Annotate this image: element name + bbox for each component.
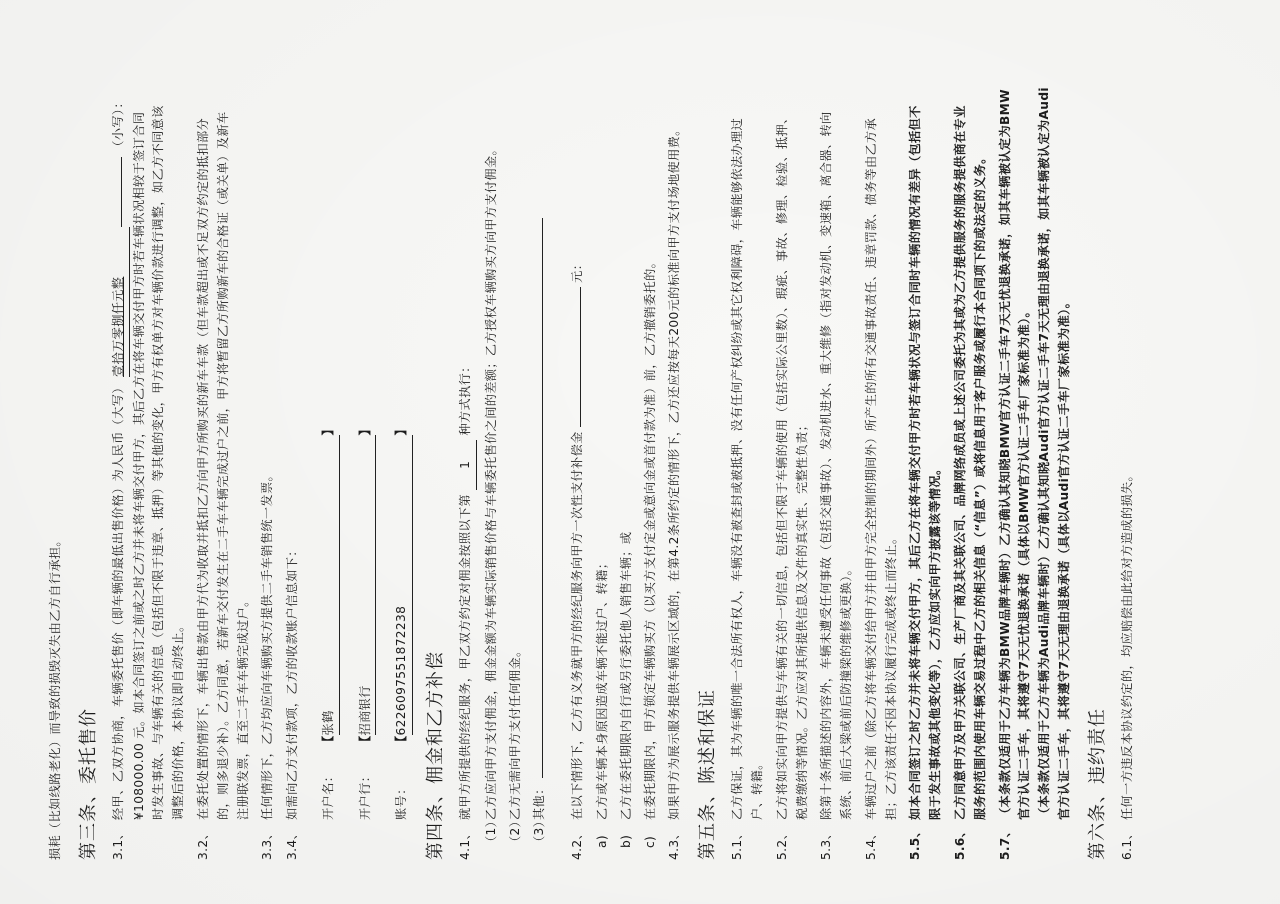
compensation-blank bbox=[580, 287, 581, 427]
clause-6-1: 6.1、 任何一方违反本协议约定的，均应赔偿由此给对方造成的损失。 bbox=[1119, 468, 1134, 860]
clause-3-3-text: 任何情形下，乙方均应向车辆购买方提供二手车销售统一发票。 bbox=[260, 468, 275, 820]
section-3-heading: 第三条、委托售价 bbox=[77, 708, 99, 860]
account-holder-row: 开户名： 【 张鹤 】 bbox=[319, 52, 340, 820]
clause-3-2-line-2: 的，则多退少补）。乙方同意，若新车交付发生在二手车车辆完成过户之前，甲方将暂留乙方所购新车的合格证（或关单）及新车 bbox=[215, 111, 230, 820]
clause-5-6: 5.6、 乙方同意甲方及甲方关联公司、生产厂商及其关联公司、品牌网络成员或上述公司委托为其或为乙方提供服务的服务提供商在专业 服务的范围内使用车辆交易过程中乙方的相关信息（“信息”）或将信息用于客户服务或履行本合同项下的或法定的义务。 bbox=[952, 105, 987, 860]
commission-option-3: （3） 其他： bbox=[530, 52, 550, 848]
clause-5-3: 5.3、 除第十条所描述的内容外，车辆未遭受任何事故（包括交通事故）、发动机进水、重大维修（指对发动机、变速箱、离合器、转向 系统、前后大梁或前后防撞梁的维修或更换）。 bbox=[819, 111, 854, 860]
section-4-heading: 第四条、佣金和乙方补偿 bbox=[425, 651, 447, 860]
clause-number: 4.2、 bbox=[570, 827, 585, 860]
clause-number: 3.4、 bbox=[285, 827, 300, 860]
clause-3-1-line-3: 时发生事故、与车辆有关的信息（包括但不限于违章、抵押）等其他的变化，甲方有权单方对车辆价款进行调整，如乙方不同意该 bbox=[151, 105, 166, 820]
other-blank bbox=[542, 218, 543, 778]
clause-3-1-line-2: ¥108000.00 元。如本合同签订之前或之时乙方并未将车辆交付甲方，其后乙方在将车辆交付甲方时若车辆状况相较于签订合同 bbox=[131, 111, 146, 820]
clause-number: 4.3、 bbox=[667, 827, 682, 860]
account-holder-label: 开户名： bbox=[320, 769, 335, 820]
clause-4-1-tail: 种方式执行： bbox=[458, 360, 473, 436]
clause-5-4: 5.4、 车辆过户之前（除乙方将车辆交付给甲方并由甲方完全控制的期间外）所产生的所有交通事故责任、违章罚款、债务等由乙方承 担；乙方该责任不因本协议履行完成或终止而终止。 bbox=[863, 117, 898, 860]
account-number-value: 6226097551872238 bbox=[392, 435, 413, 735]
clause-3-2-line-3: 注册联发票，直至二手车车辆完成过户。 bbox=[235, 594, 250, 820]
bank-name-value: 招商银行 bbox=[356, 435, 377, 735]
bank-name-label: 开户行： bbox=[357, 769, 372, 820]
clause-3-4-text: 如需向乙方支付款项，乙方的收款账户信息如下： bbox=[285, 544, 300, 820]
clause-3-2-line-1: 在委托处置的情形下，车辆出售款由甲方代为收取并抵扣乙方向甲方所购买的新车车款（但车款超出或不足双方约定的抵扣部分 bbox=[195, 117, 210, 820]
clause-number: 3.1、 bbox=[110, 827, 125, 860]
clause-3-1 bbox=[109, 52, 189, 860]
situation-a: a) 乙方或车辆本身原因造成车辆不能过户、转籍； bbox=[595, 556, 610, 848]
clause-5-7: 5.7、 （本条款仅适用于乙方车辆为BMW品牌车辆时）乙方确认其知晓BMW官方认证二手车7天无忧退换承诺，如其车辆被认定为BMW 官方认证二手车，其将遵守7天无忧退换承诺（具体以BMW官方认证二手车厂家标准为准）。 （本条款仅适用于乙方车辆为Audi品牌车辆时）乙方确认其知晓Audi官方认证二手车7天无理由退换承诺，如其车辆被认定为Audi 官方认证二手车，其将遵守7天无理由退换承诺（具体以Audi官方认证二手车厂家标准为准）。 bbox=[997, 87, 1071, 860]
clause-number: 3.3、 bbox=[260, 827, 275, 860]
clause-3-1-line-1: 经甲、乙双方协商，车辆委托售价（即车辆的最低出售价格）为人民币（大写） bbox=[110, 381, 125, 820]
clause-3-3 bbox=[258, 52, 278, 860]
bank-name-row: 开户行： 【 招商银行 】 bbox=[356, 52, 377, 820]
clause-4-1 bbox=[456, 52, 477, 860]
clause-number: 3.2、 bbox=[195, 827, 210, 860]
small-amount-label: （小写）： bbox=[110, 96, 125, 153]
intro-line: 损耗（比如线路老化）而导致的损毁灭失由乙方自行承担。 bbox=[48, 534, 62, 860]
clause-5-5: 5.5、 如本合同签订之时乙方并未将车辆交付甲方，其后乙方在将车辆交付甲方时若车辆状况与签订合同时车辆的情况有差异（包括但不 限于发生事故或其他变化等），乙方应如实向甲方披露该等情况。 bbox=[908, 105, 943, 860]
clause-3-1-line-4: 调整后的价格，本协议即自动终止。 bbox=[171, 619, 186, 820]
commission-option-choice: 1 bbox=[456, 440, 477, 490]
clause-number: 4.1、 bbox=[458, 827, 473, 860]
clause-3-4 bbox=[283, 52, 303, 860]
clause-5-2: 5.2、 乙方将如实向甲方提供与车辆有关的一切信息，包括但不限于车辆的使用（包括实际公里数）、瑕疵、事故、修理、检验、抵押、 税费缴纳等情况。乙方应对其所提供信息及文件的真实性、完整性负责； bbox=[774, 111, 809, 860]
section-5-heading: 第五条、陈述和保证 bbox=[697, 689, 719, 860]
clause-3-2 bbox=[194, 52, 253, 860]
situation-c: c) 在委托期限内，甲方锁定车辆购买方（以买方支付定金或意向金或首付款为准）前，乙方撤销委托的。 bbox=[642, 255, 657, 848]
commission-option-2: （2） 乙方无需向甲方支付任何佣金。 bbox=[507, 644, 522, 848]
amount-blank-rule bbox=[121, 157, 122, 227]
account-number-label: 账号： bbox=[394, 782, 409, 820]
clause-5-1: 5.1、 乙方保证，其为车辆的唯一合法所有权人，车辆没有被查封或被抵押、没有任何产权纠纷或其它权利障碍，车辆能够依法办理过 户、转籍。 bbox=[730, 117, 765, 860]
clause-4-3: 4.3、 如果甲方为展示服务提供车辆展示区域的，在第4.2条所约定的情形下，乙方还应按每天200元的标准向甲方支付场地使用费。 bbox=[665, 52, 685, 860]
clause-4-1-lead: 就甲方所提供的经纪服务，甲乙双方约定对佣金按照以下第 bbox=[458, 494, 473, 820]
commission-option-1: （1） 乙方应向甲方支付佣金，佣金金额为车辆实际销售价格与车辆委托售价之间的差额；乙方授权车辆购买方向甲方支付佣金。 bbox=[484, 142, 499, 848]
account-number-row: 账号： 【 6226097551872238 】 bbox=[392, 52, 413, 820]
section-6-heading: 第六条、违约责任 bbox=[1086, 708, 1108, 860]
amount-in-words: 壹拾万零捌仟元整 bbox=[109, 227, 130, 377]
situation-b: b) 乙方在委托期限内自行或另行委托他人销售车辆；或 bbox=[618, 531, 633, 848]
clause-4-2: 4.2、 在以下情形下，乙方有义务就甲方的经纪服务向甲方一次性支付补偿金 元： bbox=[568, 52, 588, 860]
account-holder-value: 张鹤 bbox=[319, 435, 340, 735]
